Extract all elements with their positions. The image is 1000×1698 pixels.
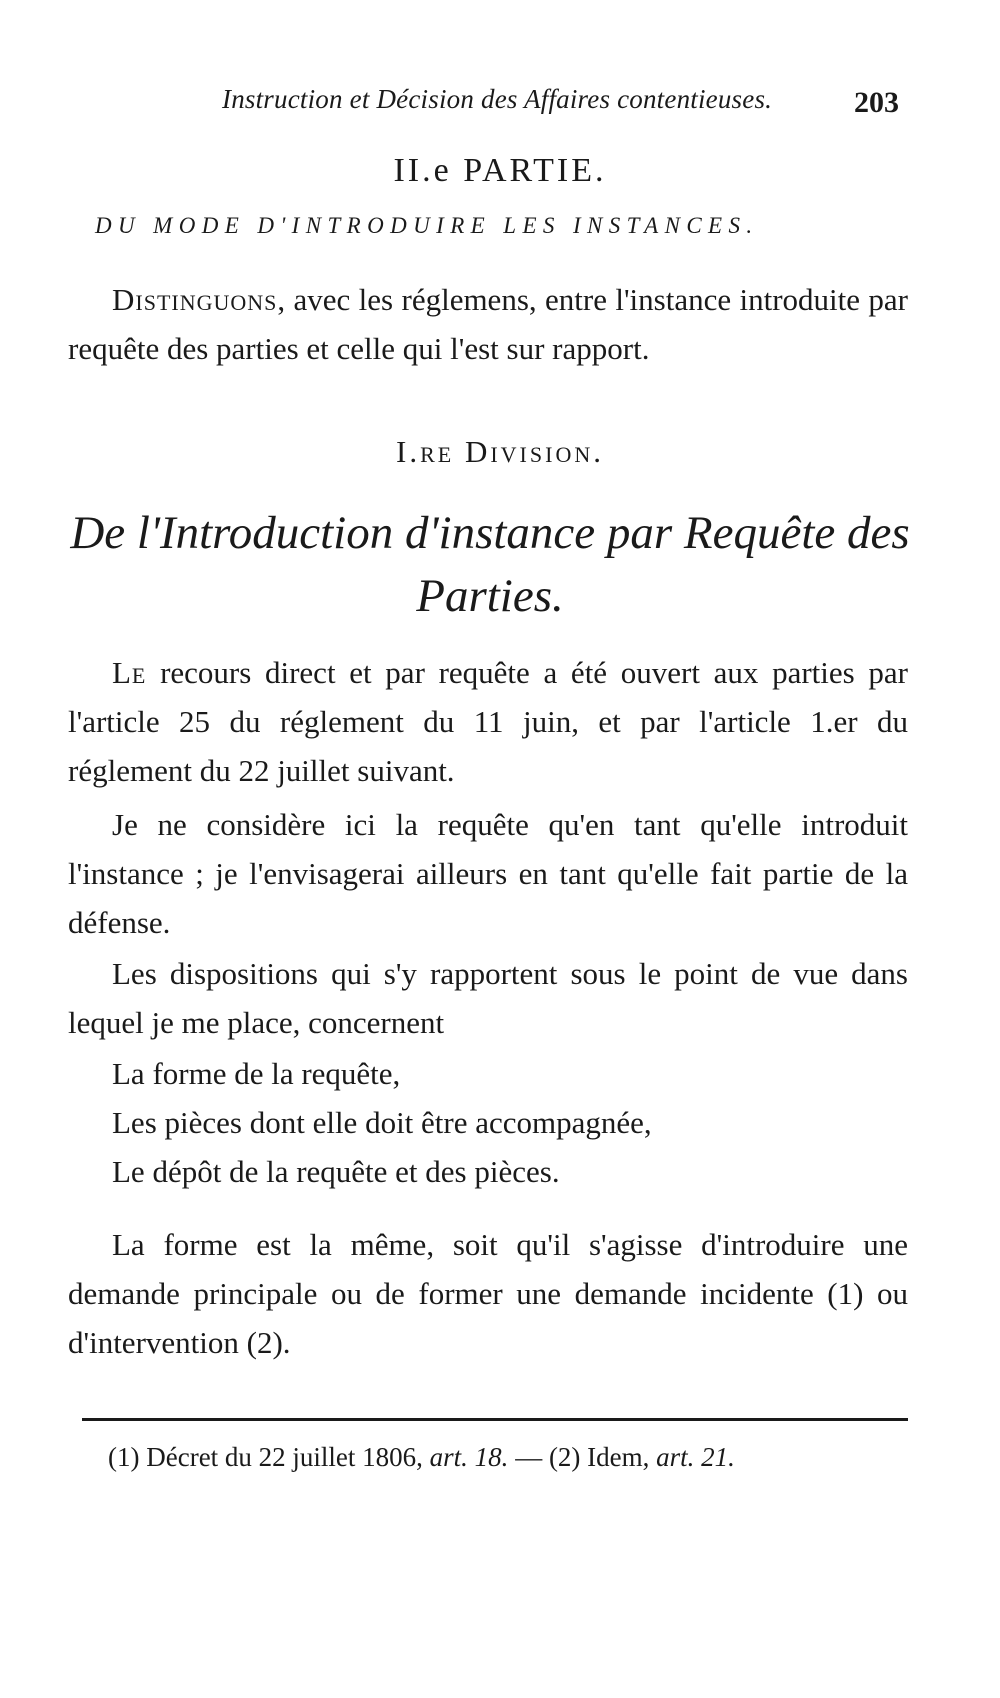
paragraph-forme: La forme est la même, soit qu'il s'agisse d'introduire une demande principale ou de former une demande incidente (1) ou d'intervention (2). xyxy=(68,1227,908,1360)
footnote-2-ref: art. 21. xyxy=(656,1442,735,1472)
paragraph-recours-lead: Le xyxy=(112,655,147,690)
paragraph-considere: Je ne considère ici la requête qu'en tant qu'elle introduit l'instance ; je l'envisagerai ailleurs en tant qu'elle fait partie de la défense. xyxy=(68,807,908,940)
page-number: 203 xyxy=(854,86,899,119)
dispositions-list xyxy=(112,1049,912,1196)
division-heading: I.re Division. xyxy=(396,434,604,469)
running-title: Instruction et Décision des Affaires contentieuses. xyxy=(222,84,773,114)
paragraph-intro xyxy=(68,275,908,373)
list-item: Le dépôt de la requête et des pièces. xyxy=(112,1154,560,1189)
part-subtitle: DU MODE D'INTRODUIRE LES INSTANCES. xyxy=(95,213,759,238)
footnote-1-text: (1) Décret du 22 juillet 1806, xyxy=(108,1442,423,1472)
paragraph-intro-lead: Distinguons xyxy=(112,282,278,317)
footnote-2-text: (2) Idem, xyxy=(548,1442,650,1472)
footnote-1-ref: art. 18. xyxy=(429,1442,509,1472)
running-head xyxy=(0,84,1000,124)
section-title: De l'Introduction d'instance par Requête des Parties. xyxy=(70,507,910,622)
paragraph-recours-text: recours direct et par requête a été ouvert aux parties par l'article 25 du réglement du 11 juin, et par l'article 1.er du réglement du 22 juillet suivant. xyxy=(68,655,908,788)
paragraph-dispositions: Les dispositions qui s'y rapportent sous le point de vue dans lequel je me place, concernent xyxy=(68,956,908,1040)
list-item: La forme de la requête, xyxy=(112,1056,401,1091)
part-heading: II.e PARTIE. xyxy=(393,152,607,189)
list-item: Les pièces dont elle doit être accompagnée, xyxy=(112,1105,652,1140)
paragraph-intro-text: , avec les réglemens, entre l'instance introduite par requête des parties et celle qui l'est sur rapport. xyxy=(68,282,908,366)
paragraph-recours xyxy=(68,648,908,795)
footnote-separator: — xyxy=(515,1442,543,1472)
footnote-divider xyxy=(82,1418,908,1421)
footnotes xyxy=(108,1442,928,1473)
